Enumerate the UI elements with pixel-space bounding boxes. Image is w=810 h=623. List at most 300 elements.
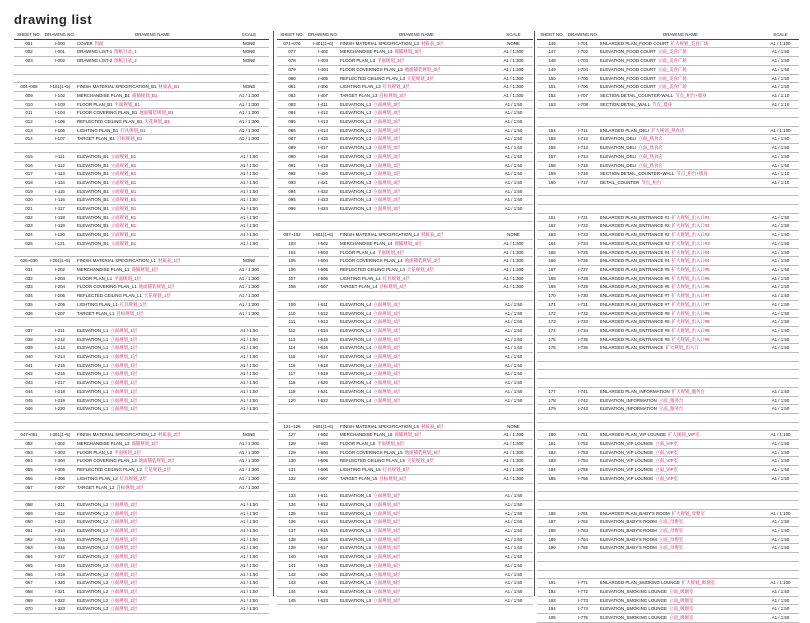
drawing-name-cell	[599, 248, 762, 257]
scale-cell: A1 / 1:300	[229, 483, 269, 492]
scale-cell: A1 / 1:50	[762, 283, 799, 292]
drawing-name-cn: 立面规划_4层	[373, 310, 401, 316]
drawing-no-cell: I-502	[307, 239, 339, 248]
scale-cell: A1 / 1:300	[494, 91, 533, 100]
sheet-no-cell	[537, 196, 567, 205]
table-row	[277, 126, 533, 135]
drawing-name-en: ELEVATION_DELI	[600, 145, 637, 151]
drawing-name-en: ELEVATION_DELI	[600, 162, 637, 168]
drawing-name-en: ELEVATION_FOOD COURT	[600, 66, 656, 72]
drawing-name-cell	[76, 596, 229, 605]
drawing-name-cell	[599, 178, 762, 187]
drawing-name-cell	[599, 196, 762, 205]
sheet-no-cell	[537, 561, 567, 570]
drawing-no-cell: I-302	[44, 440, 76, 449]
drawing-name-cell	[339, 431, 494, 440]
drawing-name-cn: 立面规划_B1	[110, 197, 137, 203]
drawing-name-en: ELEVATION_SMOKING LOUNGE	[600, 597, 667, 603]
drawing-name-cell	[76, 570, 229, 579]
drawing-name-cell	[339, 48, 494, 57]
sheet-no-cell: 095	[277, 196, 307, 205]
table-row	[277, 326, 533, 335]
drawing-name-cn: 平面规划_B1	[114, 101, 141, 107]
drawing-name-cell	[339, 448, 494, 457]
sheet-no-cell: 082	[277, 91, 307, 100]
drawing-name-cn: 目标规划_3层	[379, 92, 407, 98]
drawing-no-cell: I-754	[567, 457, 599, 466]
drawing-name-cell	[339, 326, 494, 335]
table-row	[14, 492, 269, 501]
drawing-no-cell: I-515	[307, 335, 339, 344]
drawing-no-cell: I-607	[307, 474, 339, 483]
drawing-name-cn: 扩大规划_出入口#8	[671, 319, 710, 325]
table-row	[277, 553, 533, 562]
scale-cell: A1 / 1:50	[229, 239, 269, 248]
drawing-name-cn: 扩大规划_出入口#7	[671, 293, 710, 299]
scale-cell: A1 / 1:50	[494, 344, 533, 353]
scale-cell: A1 / 1:300	[229, 126, 269, 135]
scale-cell: A1 / 1:300	[229, 448, 269, 457]
table-row	[537, 274, 799, 283]
sheet-no-cell: 176	[537, 344, 567, 353]
drawing-name-cell	[76, 387, 229, 396]
drawing-no-cell: I-113	[44, 170, 76, 179]
table-row	[537, 535, 799, 544]
drawing-name-cell	[339, 361, 494, 370]
scale-cell: A1 / 1:50	[229, 544, 269, 553]
drawing-no-cell: I-505	[307, 265, 339, 274]
drawing-no-cell	[307, 483, 339, 492]
drawing-name-cell	[339, 222, 494, 231]
drawing-name-cell	[339, 300, 494, 309]
scale-cell: A1 / 1:50	[494, 570, 533, 579]
drawing-no-cell: I-407	[307, 91, 339, 100]
table-row	[537, 353, 799, 362]
drawing-no-cell: I-604	[307, 448, 339, 457]
drawing-no-cell: I-114	[44, 178, 76, 187]
drawing-name-cn: 立面规划_3层	[373, 153, 401, 159]
table-row	[277, 448, 533, 457]
table-row	[277, 109, 533, 118]
drawing-no-cell: I-320	[44, 579, 76, 588]
table-row	[277, 535, 533, 544]
drawing-no-cell: I-415	[307, 135, 339, 144]
table-row	[537, 39, 799, 48]
drawing-name-cell	[339, 109, 494, 118]
drawing-name-cn: 立面规划_5层	[373, 562, 401, 568]
drawing-no-cell: I-742	[567, 396, 599, 405]
scale-cell: A1 / 1:50	[762, 161, 799, 170]
drawing-name-cell	[76, 205, 229, 214]
scale-cell: A1 / 1:50	[494, 500, 533, 509]
sheet-no-cell: 079	[277, 65, 307, 74]
sheet-no-cell	[14, 422, 44, 431]
drawing-name-cn: 平面规划_3层	[377, 58, 404, 64]
scale-cell: A1 / 1:300	[494, 474, 533, 483]
scale-cell: A1 / 1:50	[762, 387, 799, 396]
scale-cell: A1 / 1:300	[494, 48, 533, 57]
drawing-name-cn: 扩大规划_出入口#6	[671, 275, 710, 281]
table-row	[277, 431, 533, 440]
scale-cell: A1 / 1:50	[494, 535, 533, 544]
drawing-name-cell	[599, 39, 762, 48]
scale-cell: A1 / 1:300	[229, 135, 269, 144]
drawing-name-cell	[599, 152, 762, 161]
drawing-name-cell	[599, 65, 762, 74]
drawing-name-en: FINISH MATERIAL SPECIFICATION_L1	[77, 258, 156, 264]
drawing-name-cn: 商铺规划_3层	[394, 49, 422, 55]
drawing-name-cell	[339, 518, 494, 527]
drawing-name-en: FLOOR PLAN_L4	[340, 249, 376, 255]
sheet-no-cell: 045	[14, 396, 44, 405]
drawing-name-en: ELEVATION_L2	[77, 597, 109, 603]
table-row	[537, 527, 799, 536]
scale-cell: A1 / 1:300	[494, 274, 533, 283]
scale-cell: A1 / 1:300	[494, 239, 533, 248]
scale-cell	[229, 248, 269, 257]
drawing-no-cell: I-618	[307, 553, 339, 562]
scale-cell: A1 / 1:50	[494, 596, 533, 605]
drawing-name-cn: 立面规划_2层	[110, 597, 138, 603]
drawing-name-cell	[76, 274, 229, 283]
drawing-name-cell	[76, 500, 229, 509]
table-row	[537, 83, 799, 92]
sheet-no-cell: 190	[537, 544, 567, 553]
drawing-name-cell	[339, 135, 494, 144]
scale-cell: NONE	[229, 431, 269, 440]
sheet-no-cell: 107	[277, 274, 307, 283]
table-row	[537, 596, 799, 605]
drawing-name-en: ELEVATION_L4	[340, 327, 372, 333]
drawing-name-cell	[599, 509, 762, 518]
drawing-name-en: LIGHTING PLAN_B1	[77, 127, 119, 133]
sheet-no-cell: 011	[14, 109, 44, 118]
drawing-no-cell	[567, 570, 599, 579]
drawing-name-cn: 立面规划_2层	[110, 528, 138, 534]
sheet-no-cell: 173	[537, 318, 567, 327]
scale-cell: A1 / 1:50	[494, 170, 533, 179]
drawing-no-cell: I-762	[567, 518, 599, 527]
drawing-name-cell	[339, 344, 494, 353]
scale-cell: A1 / 1:50	[229, 605, 269, 614]
sheet-no-cell: 162	[537, 222, 567, 231]
drawing-name-cell	[599, 48, 762, 57]
drawing-name-cn: 立面规划_B1	[110, 232, 137, 238]
table-row	[537, 152, 799, 161]
drawing-name-cn: 立面_熟食店	[638, 153, 663, 159]
table-row	[537, 544, 799, 553]
sheet-no-cell	[537, 553, 567, 562]
scale-cell: A1 / 1:50	[762, 83, 799, 92]
drawing-name-cell	[339, 405, 494, 414]
sheet-no-cell: 138	[277, 535, 307, 544]
drawing-name-cell	[76, 283, 229, 292]
scale-cell: A1 / 1:50	[229, 335, 269, 344]
drawing-name-cn: 立面_美食广场	[657, 66, 687, 72]
sheet-no-cell: 145	[277, 596, 307, 605]
sheet-no-cell: 128	[277, 440, 307, 449]
scale-cell: A1 / 1:50	[762, 152, 799, 161]
drawing-name-en: FLOOR PLAN_B1	[77, 101, 113, 107]
drawing-no-cell	[567, 361, 599, 370]
drawing-name-cell	[76, 353, 229, 362]
drawing-name-en: MERCHANDISE PLAN_L5	[340, 432, 393, 438]
drawing-no-cell: I-612	[307, 500, 339, 509]
drawing-name-cn: 立面_服务台	[658, 397, 684, 403]
drawing-name-cell	[76, 509, 229, 518]
drawing-name-cell	[339, 74, 494, 83]
scale-cell: A1 / 1:50	[229, 196, 269, 205]
scale-cell: A1 / 1:50	[762, 518, 799, 527]
scale-cell: A1 / 1:50	[494, 553, 533, 562]
drawing-name-cell	[76, 39, 229, 48]
drawing-name-cn: 天花规划_5层	[406, 458, 434, 464]
drawing-name-cell	[599, 283, 762, 292]
table-row	[14, 265, 269, 274]
drawing-no-cell: I-112	[44, 161, 76, 170]
drawing-name-cell	[339, 579, 494, 588]
drawing-name-en: ELEVATION_L2	[77, 571, 109, 577]
scale-cell: A1 / 1:300	[494, 283, 533, 292]
drawing-name-cn: 材质表_1层	[157, 258, 181, 264]
drawing-no-cell: I-725	[567, 248, 599, 257]
drawing-name-cell	[76, 553, 229, 562]
drawing-name-cell	[76, 527, 229, 536]
drawing-no-cell: I-774	[567, 605, 599, 614]
scale-cell: A1 / 1:50	[494, 387, 533, 396]
drawing-name-cell	[76, 170, 229, 179]
drawing-name-cn: 立面规划_3层	[373, 119, 401, 125]
table-row	[277, 83, 533, 92]
drawing-no-cell: I-728	[567, 274, 599, 283]
drawing-name-cn: 立面规划_3层	[373, 179, 401, 185]
scale-cell: A1 / 1:50	[229, 152, 269, 161]
scale-cell: NONE	[229, 57, 269, 66]
drawing-no-cell: I-717	[567, 178, 599, 187]
sheet-no-cell	[537, 370, 567, 379]
drawing-name-cn: 立面规划_B1	[110, 206, 137, 212]
sheet-no-cell: 012	[14, 118, 44, 127]
drawing-no-cell: I-403	[307, 57, 339, 66]
scale-cell: A1 / 1:50	[229, 231, 269, 240]
sheet-no-cell: 157	[537, 152, 567, 161]
drawing-name-cell	[339, 483, 494, 492]
drawing-name-en: ELEVATION_L1	[77, 327, 109, 333]
drawing-no-cell: I-000	[44, 39, 76, 48]
scale-cell: A1 / 1:300	[229, 109, 269, 118]
drawing-name-cell	[76, 379, 229, 388]
drawing-name-cn: 节点_柜台	[641, 179, 662, 185]
drawing-name-cell	[76, 118, 229, 127]
drawing-no-cell: I-520	[307, 379, 339, 388]
sheet-no-cell: 041	[14, 361, 44, 370]
table-row	[277, 65, 533, 74]
sheet-no-cell: 054	[14, 457, 44, 466]
sheet-no-cell	[537, 570, 567, 579]
drawing-no-cell: I-301(1~5)	[44, 431, 76, 440]
sheet-no-cell: 093	[277, 178, 307, 187]
drawing-no-cell: I-215	[44, 361, 76, 370]
table-row	[14, 74, 269, 83]
table-row	[537, 283, 799, 292]
sheet-no-cell: 193	[537, 596, 567, 605]
drawing-no-cell	[567, 109, 599, 118]
drawing-name-cell	[76, 474, 229, 483]
drawing-name-en: ELEVATION_L4	[340, 362, 372, 368]
sheet-no-cell: 179	[537, 405, 567, 414]
table-row	[537, 213, 799, 222]
table-row	[537, 474, 799, 483]
table-row	[277, 396, 533, 405]
drawing-no-cell	[567, 500, 599, 509]
scale-cell: A1 / 1:50	[494, 396, 533, 405]
drawing-name-en: ELEVATION_B1	[77, 153, 109, 159]
sheet-no-cell	[537, 492, 567, 501]
drawing-name-en: ELEVATION_L4	[340, 371, 372, 377]
scale-cell: A1 / 1:50	[229, 161, 269, 170]
sheet-no-cell: 171	[537, 300, 567, 309]
drawing-name-cell	[76, 309, 229, 318]
drawing-name-en: TARGET PLAN_L4	[340, 284, 378, 290]
scale-cell: A1 / 1:50	[494, 335, 533, 344]
scale-cell: A1 / 1:50	[762, 588, 799, 597]
sheet-no-cell: 155	[537, 135, 567, 144]
drawing-name-cn: 扩大规划_出入口#9	[671, 327, 710, 333]
drawing-name-cell	[599, 83, 762, 92]
drawing-name-cn: 扩大规划_出入口#2	[671, 232, 710, 238]
scale-cell: A1 / 1:300	[229, 274, 269, 283]
table-row	[537, 431, 799, 440]
sheet-no-cell: 110	[277, 309, 307, 318]
scale-cell: A1 / 1:50	[494, 318, 533, 327]
sheet-no-cell: 060	[14, 518, 44, 527]
drawing-no-cell	[567, 422, 599, 431]
drawing-name-en: FLOOR PLAN_L2	[77, 449, 113, 455]
sheet-no-cell	[14, 318, 44, 327]
drawing-name-en: ELEVATION_L1	[77, 388, 109, 394]
drawing-no-cell: I-751	[567, 431, 599, 440]
scale-cell: A1 / 1:50	[229, 570, 269, 579]
drawing-name-cn: 目标规划_2层	[116, 484, 144, 490]
table-row	[14, 178, 269, 187]
sheet-no-cell: 004~008	[14, 83, 44, 92]
drawing-name-en: REFLECTED CEILING PLAN_B1	[77, 119, 143, 125]
table-row	[537, 361, 799, 370]
drawing-name-en: ELEVATION_B1	[77, 206, 109, 212]
sheet-no-cell: 192	[537, 588, 567, 597]
drawing-name-en: ELEVATION_FOOD COURT	[600, 75, 656, 81]
drawing-name-en: ELEVATION_B1	[77, 214, 109, 220]
scale-cell: A1 / 1:300	[229, 440, 269, 449]
drawing-name-cn: 立面规划_2层	[110, 519, 138, 525]
table-row	[14, 344, 269, 353]
sheet-no-cell: 058	[14, 500, 44, 509]
sheet-no-cell	[537, 413, 567, 422]
drawing-name-cell	[599, 170, 762, 179]
scale-cell: A1 / 1:50	[229, 518, 269, 527]
drawing-name-cn: 立面规划_2层	[110, 606, 138, 612]
scale-cell: A1 / 1:50	[762, 448, 799, 457]
sheet-no-cell: 178	[537, 396, 567, 405]
drawing-name-cell	[599, 422, 762, 431]
drawing-name-cell	[76, 492, 229, 501]
sheet-no-cell: 032	[14, 274, 44, 283]
drawing-name-cn: 节点_柜台+墙身	[675, 92, 707, 98]
drawing-name-en: DRAWING LIST-1	[77, 49, 113, 55]
sheet-no-cell: 112	[277, 326, 307, 335]
drawing-name-cn: 立面规划_3层	[373, 127, 401, 133]
drawing-name-en: TARGET PLAN_B1	[77, 136, 115, 142]
table-row	[537, 605, 799, 614]
drawing-name-cell	[339, 170, 494, 179]
scale-cell: A1 / 1:50	[229, 326, 269, 335]
drawing-name-cn: 立面规划_4层	[373, 362, 401, 368]
drawing-name-cell	[76, 448, 229, 457]
table-row	[14, 144, 269, 153]
drawing-no-cell	[567, 413, 599, 422]
drawing-name-en: ELEVATION_VIP LOUNGE	[600, 458, 654, 464]
scale-cell: A1 / 1:50	[494, 353, 533, 362]
table-row	[537, 187, 799, 196]
drawing-name-en: ELEVATION_L2	[77, 545, 109, 551]
sheet-no-cell: 186	[537, 509, 567, 518]
drawing-name-cn: 立面规划_3层	[373, 145, 401, 151]
table-header-row	[14, 31, 269, 39]
header-drawing-no: DRAWING NO.	[44, 31, 76, 39]
drawing-name-en: ENLARGED PLAN_ENTRANCE #6	[600, 275, 670, 281]
scale-cell: A1 / 1:100	[762, 126, 799, 135]
drawing-no-cell: I-727	[567, 265, 599, 274]
scale-cell: A1 / 1:50	[494, 109, 533, 118]
drawing-name-cell	[339, 292, 494, 301]
drawing-name-cn: 平面规划_1层	[114, 275, 141, 281]
sheet-no-cell: 068	[14, 588, 44, 597]
sheet-no-cell: 140	[277, 553, 307, 562]
drawing-name-cn: 地面铺装规划_5层	[404, 449, 441, 455]
scale-cell	[762, 413, 799, 422]
drawing-name-cn: 封面	[94, 40, 104, 46]
drawing-name-cn: 立面规划_4层	[373, 388, 401, 394]
drawing-name-cell	[76, 535, 229, 544]
drawing-name-en: ENLARGED PLAN_ENTRANCE #6	[600, 284, 670, 290]
column-divider	[534, 31, 535, 596]
drawing-name-cn: 扩大规划_出入口#5	[671, 266, 710, 272]
scale-cell	[229, 144, 269, 153]
scale-cell	[762, 570, 799, 579]
drawing-name-cell	[599, 413, 762, 422]
drawing-no-cell	[567, 379, 599, 388]
table-row	[537, 492, 799, 501]
sheet-no-cell: 080	[277, 74, 307, 83]
drawing-name-cell	[599, 561, 762, 570]
table-row	[277, 353, 533, 362]
drawing-name-en: ELEVATION_L2	[77, 580, 109, 586]
sheet-no-cell: 134	[277, 500, 307, 509]
scale-cell: A1 / 1:300	[229, 474, 269, 483]
table-row	[537, 379, 799, 388]
table-row	[277, 239, 533, 248]
table-row	[277, 309, 533, 318]
sheet-no-cell: 153	[537, 100, 567, 109]
scale-cell: A1 / 1:50	[762, 222, 799, 231]
drawing-name-cell	[599, 126, 762, 135]
sheet-no-cell: 151	[537, 83, 567, 92]
drawing-no-cell: I-201(1~5)	[44, 257, 76, 266]
drawing-no-cell: I-418	[307, 152, 339, 161]
drawing-name-cn: 立面规划_3层	[373, 188, 401, 194]
drawing-no-cell: I-753	[567, 448, 599, 457]
drawing-no-cell: I-715	[567, 161, 599, 170]
